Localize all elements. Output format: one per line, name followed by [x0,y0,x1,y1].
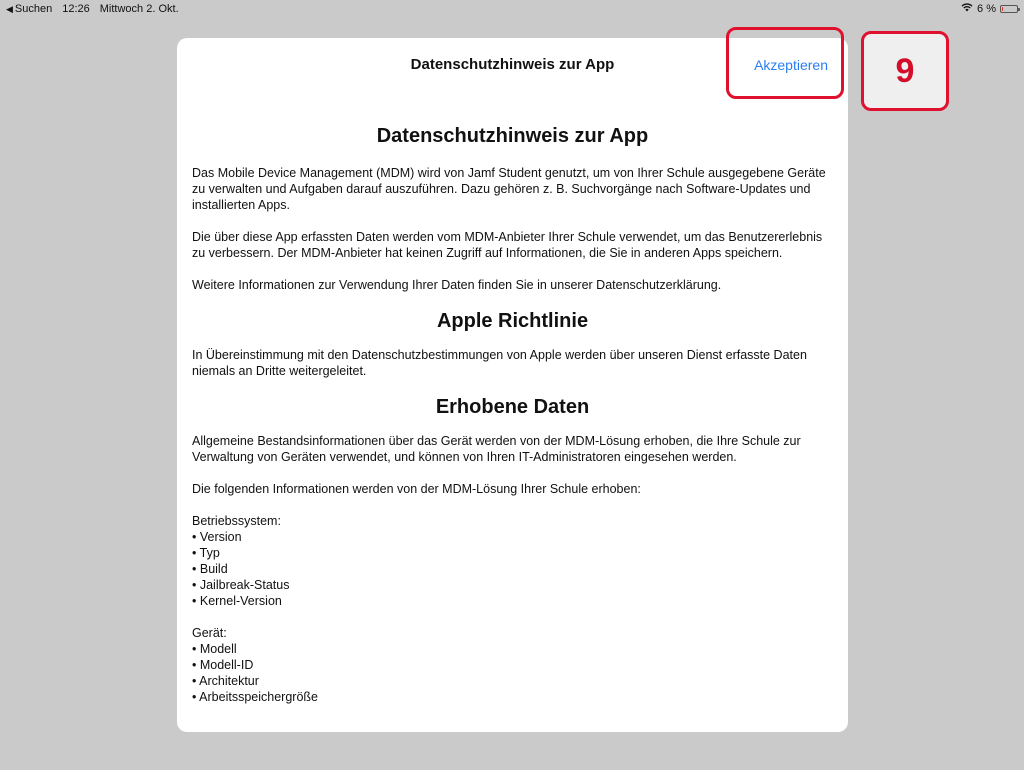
paragraph-collected-list-intro: Die folgenden Informationen werden von der MDM-Lösung Ihrer Schule erhoben: [192,482,641,496]
paragraph-apple-policy: In Übereinstimmung mit den Datenschutzbestimmungen von Apple werden über unseren Dienst erfasste Daten niemals an Dritte weitergeleitet. [192,348,807,378]
battery-percent: 6 % [977,3,996,15]
paragraph-more-info: Weitere Informationen zur Verwendung Ihrer Daten finden Sie in unserer Datenschutzerklärung. [192,278,722,292]
wifi-icon [961,3,973,15]
paragraph-inventory: Allgemeine Bestandsinformationen über das Gerät werden von der MDM-Lösung erhoben, die Ihre Schule zur Verwaltung von Geräten verwendet, und können von Ihren IT-Administratoren eingesehen werden. [192,434,801,464]
privacy-content[interactable] [192,90,833,732]
battery-icon [1000,5,1018,13]
os-list-title: Betriebssystem: [192,514,281,528]
step-number-badge: 9 [861,31,949,111]
accept-button[interactable]: Akzeptieren [754,57,828,73]
list-item: • Architektur [192,673,833,689]
status-time: 12:26 [62,3,90,15]
battery-level [1002,7,1003,11]
heading-privacy-notice: Datenschutzhinweis zur App [376,125,649,147]
list-item: • Kernel-Version [192,593,833,609]
paragraph-data-usage: Die über diese App erfassten Daten werden vom MDM-Anbieter Ihrer Schule verwendet, um das Benutzererlebnis zu verbessern. Der MDM-Anbieter hat keinen Zugriff auf Informationen, die Sie in anderen Apps speichern. [192,230,823,260]
list-item: • Jailbreak-Status [192,577,833,593]
list-item: • Modell [192,641,833,657]
heading-collected-data: Erhobene Daten [435,396,590,418]
back-to-search-link[interactable] [6,3,52,15]
status-bar [0,0,1024,18]
device-info-list [192,641,833,705]
back-label: Suchen [14,3,53,15]
list-item: • Version [192,529,833,545]
status-date: Mittwoch 2. Okt. [99,3,179,15]
heading-apple-policy: Apple Richtlinie [436,310,589,332]
list-item: • Modell-ID [192,657,833,673]
paragraph-mdm-intro: Das Mobile Device Management (MDM) wird von Jamf Student genutzt, um von Ihrer Schule ausgegebene Geräte zu verwalten und Aufgaben darauf auszuführen. Dazu gehören z. B. Suchvorgänge nach Software-Updates und installierten Apps. [192,166,826,212]
list-item: • Build [192,561,833,577]
back-arrow-icon: ◀ [6,4,13,14]
device-list-title: Gerät: [192,626,227,640]
sheet-title: Datenschutzhinweis zur App [410,56,615,73]
privacy-notice-sheet [177,38,848,732]
list-item: • Arbeitsspeichergröße [192,689,833,705]
os-info-list [192,529,833,609]
list-item: • Typ [192,545,833,561]
accept-highlight-box [726,27,844,99]
